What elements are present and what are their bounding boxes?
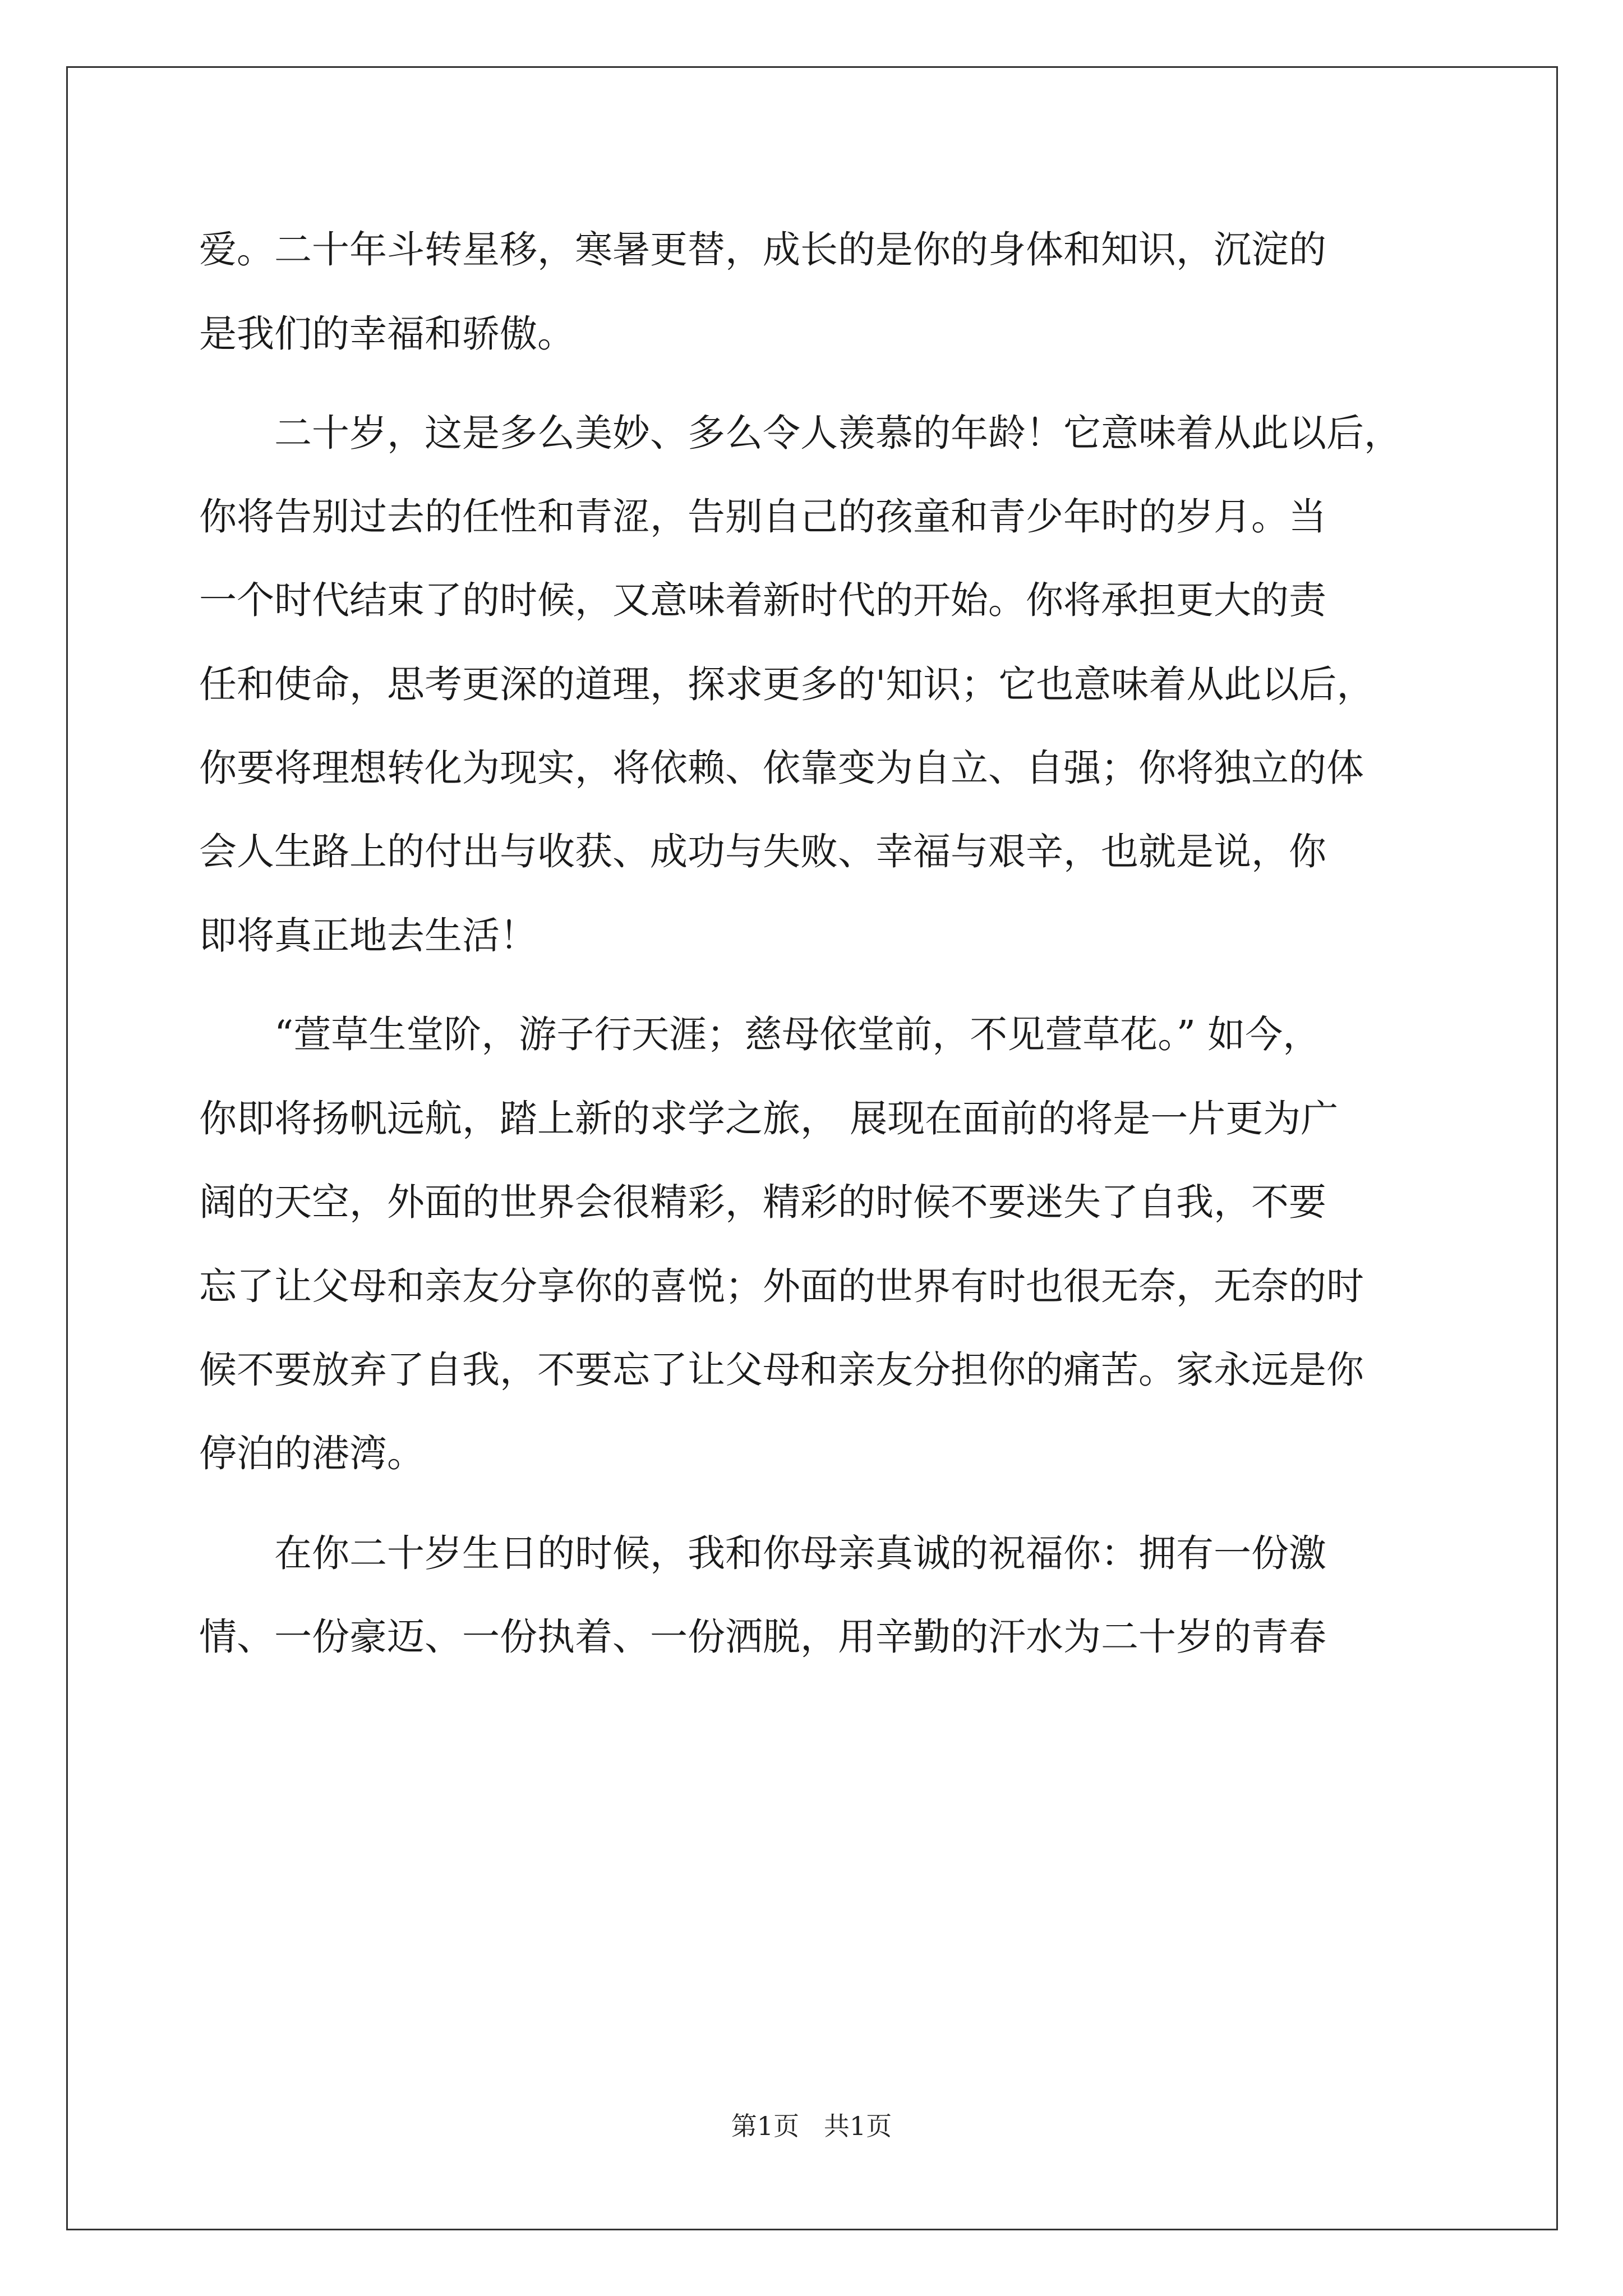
page-border — [66, 66, 1558, 2230]
text-line: 忘了让父母和亲友分享你的喜悦；外面的世界有时也很无奈，无奈的时 — [199, 1264, 1364, 1308]
text-line: 二十岁，这是多么美妙、多么令人羡慕的年龄！它意味着从此以后， — [199, 411, 1401, 455]
text-line: 你要将理想转化为现实，将依赖、依靠变为自立、自强；你将独立的体 — [199, 746, 1364, 790]
text-line: 阔的天空，外面的世界会很精彩，精彩的时候不要迷失了自我，不要 — [199, 1180, 1326, 1224]
text-line: 情、一份豪迈、一份执着、一份洒脱，用辛勤的汗水为二十岁的青春 — [199, 1615, 1326, 1659]
text-line: 即将真正地去生活！ — [199, 914, 537, 958]
text-line: 爱。二十年斗转星移，寒暑更替，成长的是你的身体和知识，沉淀的 — [199, 228, 1326, 272]
text-line: 停泊的港湾。 — [199, 1432, 425, 1475]
text-line: 任和使命，思考更深的道理，探求更多的'知识；它也意味着从此以后， — [199, 662, 1375, 706]
text-line: 在你二十岁生日的时候，我和你母亲真诚的祝福你：拥有一份激 — [199, 1531, 1326, 1575]
text-line: 你将告别过去的任性和青涩，告别自己的孩童和青少年时的岁月。当 — [199, 495, 1326, 539]
text-line: “萱草生堂阶，游子行天涯；慈母依堂前，不见萱草花。” 如今， — [199, 1013, 1321, 1056]
text-line: 一个时代结束了的时候，又意味着新时代的开始。你将承担更大的责 — [199, 578, 1326, 622]
page-number-footer: 第1页 共1页 — [731, 2111, 892, 2141]
text-line: 候不要放弃了自我，不要忘了让父母和亲友分担你的痛苦。家永远是你 — [199, 1348, 1364, 1392]
text-line: 会人生路上的付出与收获、成功与失败、幸福与艰辛，也就是说，你 — [199, 830, 1326, 873]
text-line: 是我们的幸福和骄傲。 — [199, 312, 575, 356]
text-line: 你即将扬帆远航，踏上新的求学之旅， 展现在面前的将是一片更为广 — [199, 1097, 1339, 1140]
